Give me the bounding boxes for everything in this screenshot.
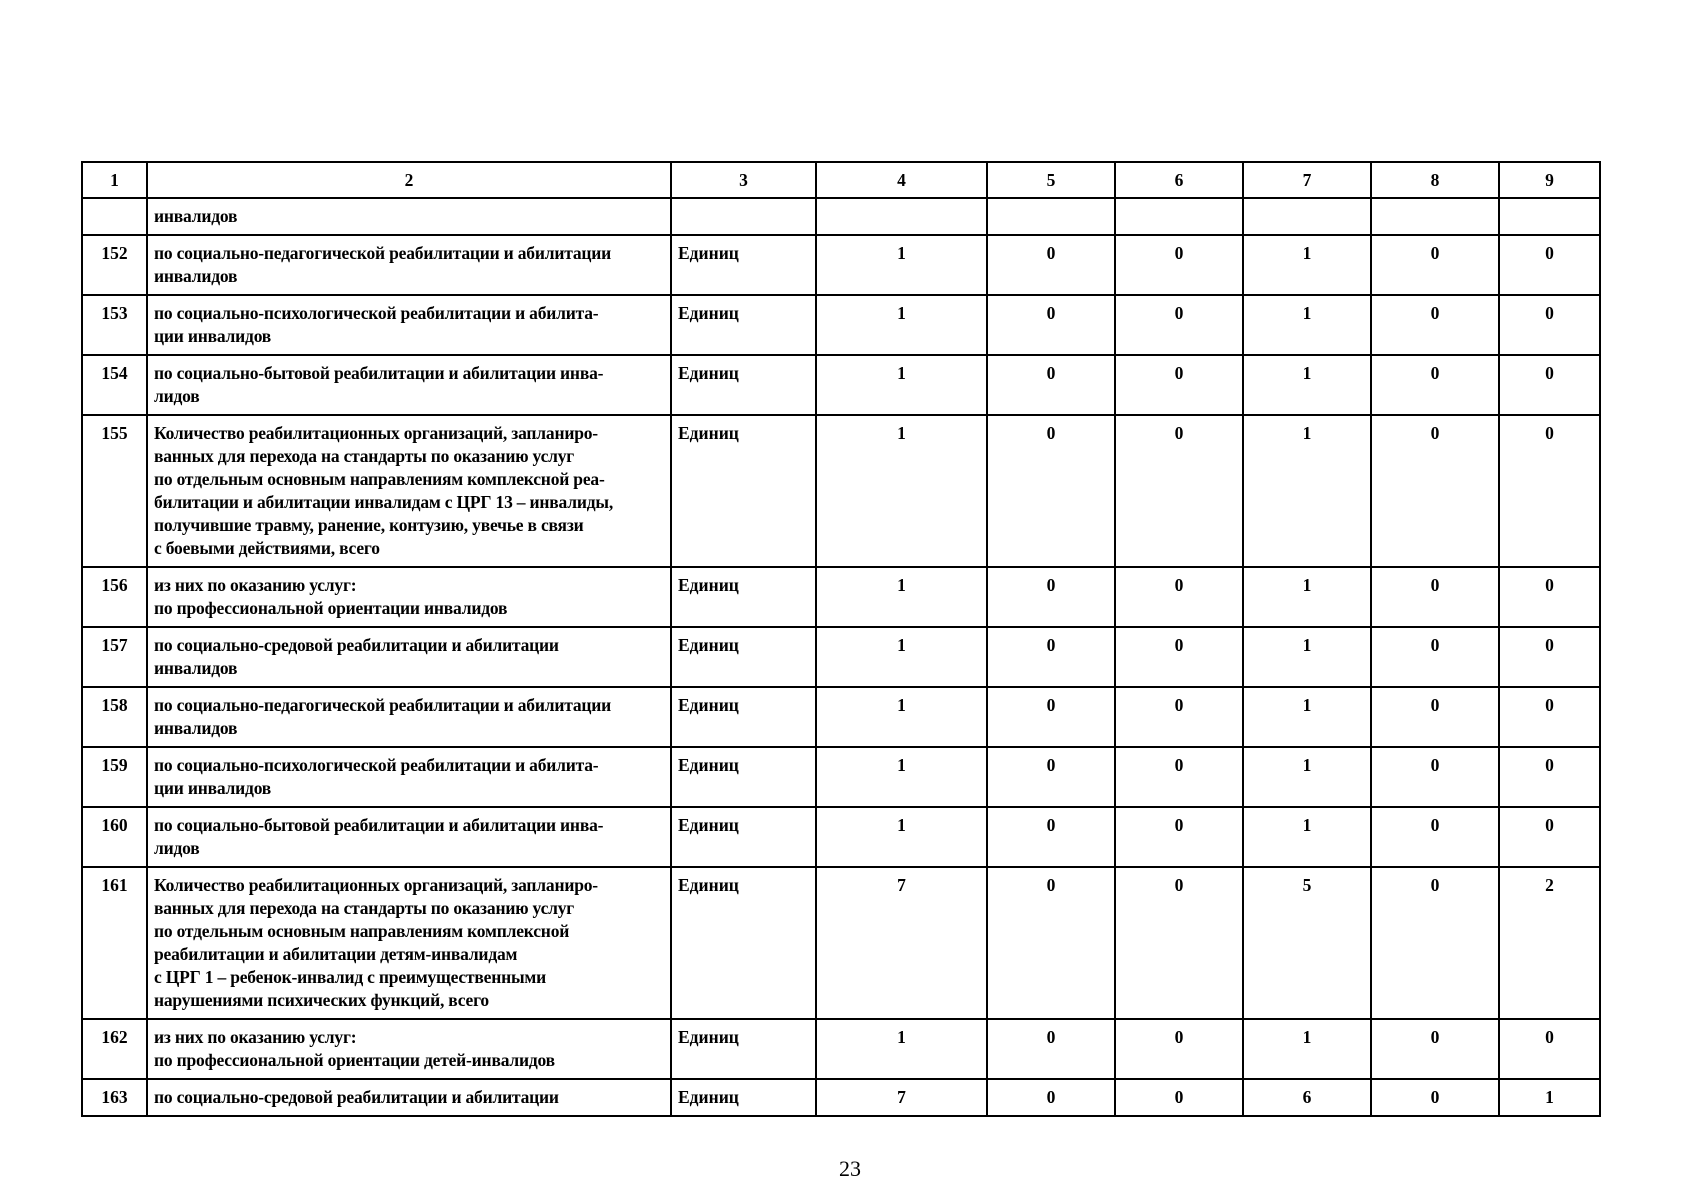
- indicator-name-cell: по социально-психологической реабилитации и абилита- ции инвалидов: [147, 747, 671, 807]
- header-cell: 9: [1499, 162, 1600, 198]
- value-cell: 0: [1115, 235, 1243, 295]
- value-cell: 0: [1371, 1019, 1499, 1079]
- value-cell: 1: [816, 355, 987, 415]
- value-cell: 0: [1115, 355, 1243, 415]
- value-cell: 0: [1371, 867, 1499, 1019]
- value-cell: 1: [1243, 567, 1371, 627]
- value-cell: 0: [1371, 627, 1499, 687]
- value-cell: 1: [1243, 295, 1371, 355]
- value-cell: 1: [1499, 1079, 1600, 1116]
- table-row: [82, 295, 1600, 355]
- row-number-cell: 152: [82, 235, 147, 295]
- row-number-cell: 158: [82, 687, 147, 747]
- value-cell: 1: [1243, 415, 1371, 567]
- value-cell: 0: [1115, 1079, 1243, 1116]
- indicators-table: [81, 161, 1601, 1117]
- row-number-cell: 160: [82, 807, 147, 867]
- value-cell: 0: [1499, 807, 1600, 867]
- table-row: [82, 235, 1600, 295]
- indicator-name-cell: по социально-педагогической реабилитации и абилитации инвалидов: [147, 235, 671, 295]
- value-cell: 0: [1371, 807, 1499, 867]
- value-cell: 5: [1243, 867, 1371, 1019]
- value-cell: 1: [816, 415, 987, 567]
- value-cell: 0: [987, 355, 1115, 415]
- value-cell: 0: [1371, 567, 1499, 627]
- value-cell: 0: [1371, 747, 1499, 807]
- value-cell: 0: [1499, 627, 1600, 687]
- value-cell: 0: [1499, 747, 1600, 807]
- row-number-cell: 162: [82, 1019, 147, 1079]
- value-cell: 1: [816, 295, 987, 355]
- row-number-cell: 159: [82, 747, 147, 807]
- indicator-name-cell: по социально-средовой реабилитации и абилитации: [147, 1079, 671, 1116]
- row-number-cell: 154: [82, 355, 147, 415]
- unit-cell: Единиц: [671, 235, 816, 295]
- value-cell: 0: [987, 1079, 1115, 1116]
- row-number-cell: [82, 198, 147, 235]
- unit-cell: Единиц: [671, 807, 816, 867]
- value-cell: [1499, 198, 1600, 235]
- value-cell: 0: [1115, 747, 1243, 807]
- value-cell: 0: [1115, 295, 1243, 355]
- indicator-name-cell: по социально-педагогической реабилитации и абилитации инвалидов: [147, 687, 671, 747]
- value-cell: 7: [816, 867, 987, 1019]
- header-cell: 8: [1371, 162, 1499, 198]
- table-row: [82, 355, 1600, 415]
- value-cell: 1: [1243, 627, 1371, 687]
- value-cell: 0: [1371, 235, 1499, 295]
- value-cell: 1: [816, 747, 987, 807]
- table-row: [82, 687, 1600, 747]
- header-cell: 6: [1115, 162, 1243, 198]
- unit-cell: Единиц: [671, 1019, 816, 1079]
- value-cell: [987, 198, 1115, 235]
- indicator-name-cell: по социально-бытовой реабилитации и абилитации инва- лидов: [147, 355, 671, 415]
- unit-cell: Единиц: [671, 295, 816, 355]
- row-number-cell: 161: [82, 867, 147, 1019]
- value-cell: 6: [1243, 1079, 1371, 1116]
- value-cell: 1: [816, 235, 987, 295]
- value-cell: [1243, 198, 1371, 235]
- unit-cell: Единиц: [671, 567, 816, 627]
- row-number-cell: 156: [82, 567, 147, 627]
- table-body: [82, 162, 1600, 1116]
- indicator-name-cell: по социально-психологической реабилитации и абилита- ции инвалидов: [147, 295, 671, 355]
- unit-cell: Единиц: [671, 415, 816, 567]
- value-cell: 0: [1499, 355, 1600, 415]
- header-cell: 2: [147, 162, 671, 198]
- indicator-name-cell: из них по оказанию услуг: по профессиональной ориентации детей-инвалидов: [147, 1019, 671, 1079]
- indicator-name-cell: из них по оказанию услуг: по профессиональной ориентации инвалидов: [147, 567, 671, 627]
- value-cell: 1: [816, 627, 987, 687]
- row-number-cell: 163: [82, 1079, 147, 1116]
- table-row: [82, 807, 1600, 867]
- value-cell: 0: [1371, 415, 1499, 567]
- indicator-name-cell: Количество реабилитационных организаций, запланиро- ванных для перехода на стандарты по оказанию услуг по отдельным основным направлениям комплексной реабилитации и абилитации детям-инвалидам с ЦРГ 1 – ребенок-инвалид с преимущественными нарушениями психических функций, всего: [147, 867, 671, 1019]
- indicator-name-cell: по социально-бытовой реабилитации и абилитации инва- лидов: [147, 807, 671, 867]
- value-cell: [1115, 198, 1243, 235]
- value-cell: 0: [1371, 1079, 1499, 1116]
- table-row: [82, 1079, 1600, 1116]
- value-cell: 0: [1371, 687, 1499, 747]
- value-cell: 0: [987, 567, 1115, 627]
- value-cell: 2: [1499, 867, 1600, 1019]
- table-row: [82, 747, 1600, 807]
- value-cell: 1: [1243, 235, 1371, 295]
- value-cell: 0: [987, 867, 1115, 1019]
- value-cell: 0: [1115, 1019, 1243, 1079]
- value-cell: 0: [1115, 415, 1243, 567]
- value-cell: 0: [1371, 355, 1499, 415]
- value-cell: 1: [816, 807, 987, 867]
- value-cell: 0: [987, 807, 1115, 867]
- table-row: [82, 867, 1600, 1019]
- row-number-cell: 157: [82, 627, 147, 687]
- value-cell: 0: [1499, 1019, 1600, 1079]
- unit-cell: [671, 198, 816, 235]
- value-cell: [1371, 198, 1499, 235]
- value-cell: 7: [816, 1079, 987, 1116]
- value-cell: 0: [1115, 867, 1243, 1019]
- value-cell: 0: [1115, 807, 1243, 867]
- value-cell: 1: [1243, 747, 1371, 807]
- value-cell: 0: [1115, 687, 1243, 747]
- header-row: [82, 162, 1600, 198]
- value-cell: 0: [987, 687, 1115, 747]
- unit-cell: Единиц: [671, 627, 816, 687]
- value-cell: 0: [987, 415, 1115, 567]
- unit-cell: Единиц: [671, 867, 816, 1019]
- table-row: [82, 1019, 1600, 1079]
- indicator-name-cell: инвалидов: [147, 198, 671, 235]
- row-number-cell: 155: [82, 415, 147, 567]
- header-cell: 7: [1243, 162, 1371, 198]
- header-cell: 4: [816, 162, 987, 198]
- value-cell: 1: [816, 687, 987, 747]
- page-number: 23: [839, 1156, 861, 1181]
- value-cell: 0: [987, 627, 1115, 687]
- table-row: [82, 627, 1600, 687]
- value-cell: 1: [816, 567, 987, 627]
- header-cell: 3: [671, 162, 816, 198]
- value-cell: 0: [987, 235, 1115, 295]
- table-row: [82, 415, 1600, 567]
- value-cell: [816, 198, 987, 235]
- unit-cell: Единиц: [671, 747, 816, 807]
- header-cell: 1: [82, 162, 147, 198]
- value-cell: 1: [816, 1019, 987, 1079]
- value-cell: 0: [1371, 295, 1499, 355]
- unit-cell: Единиц: [671, 687, 816, 747]
- value-cell: 1: [1243, 807, 1371, 867]
- value-cell: 1: [1243, 687, 1371, 747]
- value-cell: 0: [1499, 687, 1600, 747]
- value-cell: 0: [1115, 627, 1243, 687]
- value-cell: 0: [1499, 415, 1600, 567]
- table-row: [82, 567, 1600, 627]
- value-cell: 0: [1499, 235, 1600, 295]
- unit-cell: Единиц: [671, 1079, 816, 1116]
- value-cell: 0: [987, 295, 1115, 355]
- unit-cell: Единиц: [671, 355, 816, 415]
- value-cell: 0: [1499, 567, 1600, 627]
- indicator-name-cell: Количество реабилитационных организаций, запланиро- ванных для перехода на стандарты по оказанию услуг по отдельным основным направлениям комплексной реа- билитации и абилитации инвалидам с ЦРГ 13 – инвалиды, получившие травму, ранение, контузию, увечье в связи с боевыми действиями, всего: [147, 415, 671, 567]
- row-number-cell: 153: [82, 295, 147, 355]
- value-cell: 0: [1115, 567, 1243, 627]
- indicator-name-cell: по социально-средовой реабилитации и абилитации инвалидов: [147, 627, 671, 687]
- value-cell: 0: [1499, 295, 1600, 355]
- value-cell: 1: [1243, 355, 1371, 415]
- value-cell: 1: [1243, 1019, 1371, 1079]
- value-cell: 0: [987, 747, 1115, 807]
- table-row: [82, 198, 1600, 235]
- value-cell: 0: [987, 1019, 1115, 1079]
- header-cell: 5: [987, 162, 1115, 198]
